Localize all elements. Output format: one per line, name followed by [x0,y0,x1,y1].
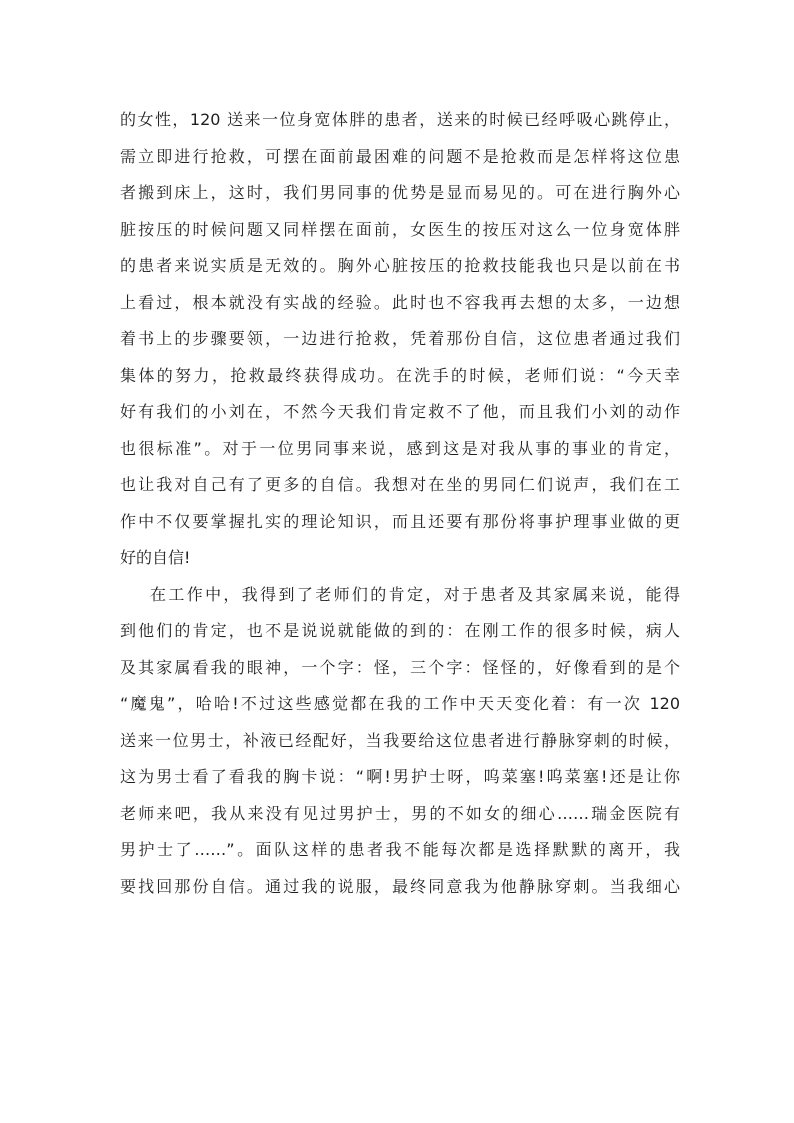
text-line: 也让我对自己有了更多的自信。我想对在坐的男同仁们说声，我们在工 [120,475,680,494]
text-line: 老师来吧，我从来没有见过男护士，男的不如女的细心……瑞金医院有 [120,803,680,823]
text-line: 的女性，120 送来一位身宽体胖的患者，送来的时候已经呼吸心跳停止， [120,110,680,129]
text-line: 好有我们的小刘在，不然今天我们肯定救不了他，而且我们小刘的动作 [120,402,680,421]
text-line: 需立即进行抢救，可摆在面前最困难的问题不是抢救而是怎样将这位患 [120,146,680,166]
text-line: 到他们的肯定，也不是说说就能做的到的：在刚工作的很多时候，病人 [120,621,680,640]
text-line: 作中不仅要掌握扎实的理论知识，而且还要有那份将事护理事业做的更 [120,511,680,531]
text-line: 者搬到床上，这时，我们男同事的优势是显而易见的。可在进行胸外心 [120,183,680,202]
text-line: 也很标准”。对于一位男同事来说，感到这是对我从事的事业的肯定， [120,438,680,458]
text-line: “魔鬼”，哈哈!不过这些感觉都在我的工作中天天变化着：有一次 120 [120,694,680,713]
paragraph-first-line: 在工作中，我得到了老师们的肯定，对于患者及其家属来说，能得 [150,584,680,604]
text-line: 送来一位男士，补液已经配好，当我要给这位患者进行静脉穿刺的时候， [120,730,680,750]
text-line: 集体的努力，抢救最终获得成功。在洗手的时候，老师们说：“今天幸 [120,365,680,385]
text-line: 的患者来说实质是无效的。胸外心脏按压的抢救技能我也只是以前在书 [120,256,680,275]
text-line: 这为男士看了看我的胸卡说：“啊!男护士呀，呜菜塞!呜菜塞!还是让你 [120,767,680,786]
text-line: 男护士了……”。面队这样的患者我不能每次都是选择默默的离开，我 [120,840,680,859]
text-line: 上看过，根本就没有实战的经验。此时也不容我再去想的太多，一边想 [120,292,680,312]
text-line: 脏按压的时候问题又同样摆在面前，女医生的按压对这么一位身宽体胖 [120,219,680,239]
text-line: 着书上的步骤要领，一边进行抢救，凭着那份自信，这位患者通过我们 [120,329,680,348]
text-line: 及其家属看我的眼神，一个字：怪，三个字：怪怪的，好像看到的是个 [120,657,680,677]
text-line: 要找回那份自信。通过我的说服，最终同意我为他静脉穿刺。当我细心 [120,876,680,896]
paragraph-end-line: 好的自信! [120,548,191,567]
body-text [120,102,680,905]
